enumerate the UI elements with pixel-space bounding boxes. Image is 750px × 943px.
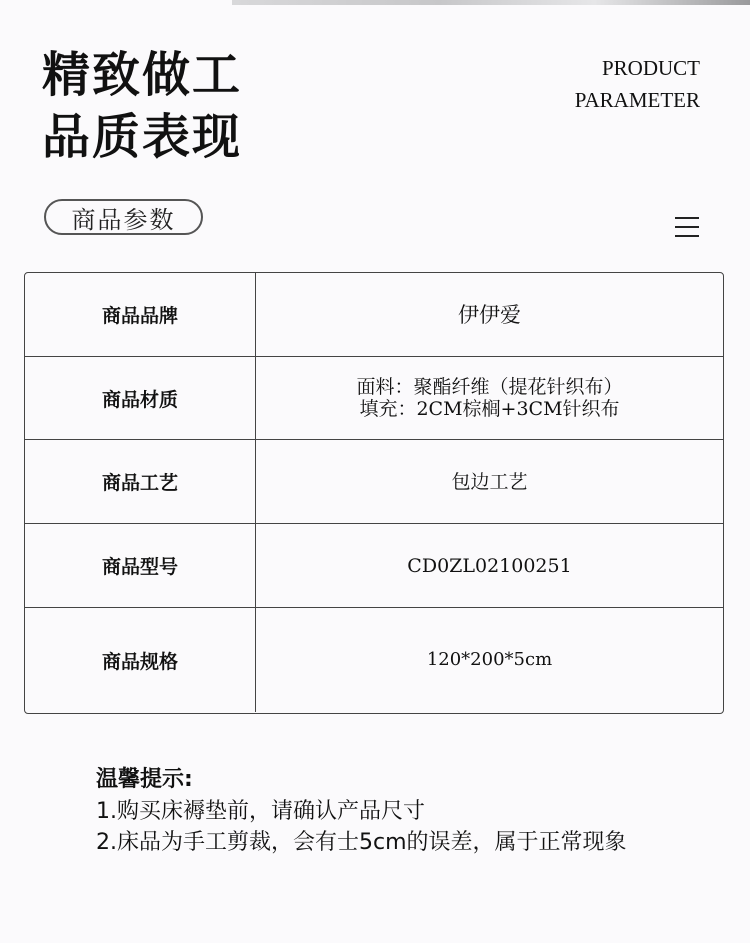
value-line: 包边工艺 — [451, 470, 528, 493]
hamburger-menu-icon[interactable] — [675, 217, 699, 239]
top-product-photo-edge — [232, 0, 750, 5]
row-label: 商品工艺 — [25, 440, 256, 523]
english-heading-line-1: PRODUCT — [601, 56, 700, 80]
row-value — [256, 608, 723, 712]
value-line: CD0ZL02100251 — [407, 554, 572, 577]
english-heading-line-2: PARAMETER — [574, 88, 700, 112]
value-line: 伊伊爱 — [458, 302, 521, 327]
title-block — [42, 44, 242, 168]
row-label: 商品型号 — [25, 524, 256, 607]
table-row-craft — [25, 440, 723, 524]
row-label: 商品材质 — [25, 357, 256, 439]
section-pill: 商品参数 — [44, 199, 203, 235]
table-row-brand — [25, 273, 723, 357]
row-label: 商品规格 — [25, 608, 256, 712]
notes-block — [96, 764, 627, 858]
row-label: 商品品牌 — [25, 273, 256, 356]
row-value — [256, 357, 723, 439]
table-row-model — [25, 524, 723, 608]
row-value — [256, 440, 723, 523]
table-row-material — [25, 357, 723, 440]
note-line-1: 1.购买床褥垫前，请确认产品尺寸 — [96, 799, 425, 824]
value-line: 120*200*5cm — [426, 649, 553, 670]
row-value — [256, 273, 723, 356]
notes-title: 温馨提示: — [96, 767, 193, 792]
title-line-2: 品质表现 — [42, 109, 243, 165]
value-line: 填充：2CM棕榈+3CM针织布 — [359, 398, 620, 420]
table-row-size — [25, 608, 723, 712]
note-line-2: 2.床品为手工剪裁，会有士5cm的误差，属于正常现象 — [96, 830, 627, 855]
parameter-table — [24, 272, 724, 714]
value-line: 面料：聚酯纤维（提花针织布） — [356, 376, 623, 398]
title-line-1: 精致做工 — [42, 47, 243, 103]
english-heading — [575, 52, 700, 116]
row-value — [256, 524, 723, 607]
